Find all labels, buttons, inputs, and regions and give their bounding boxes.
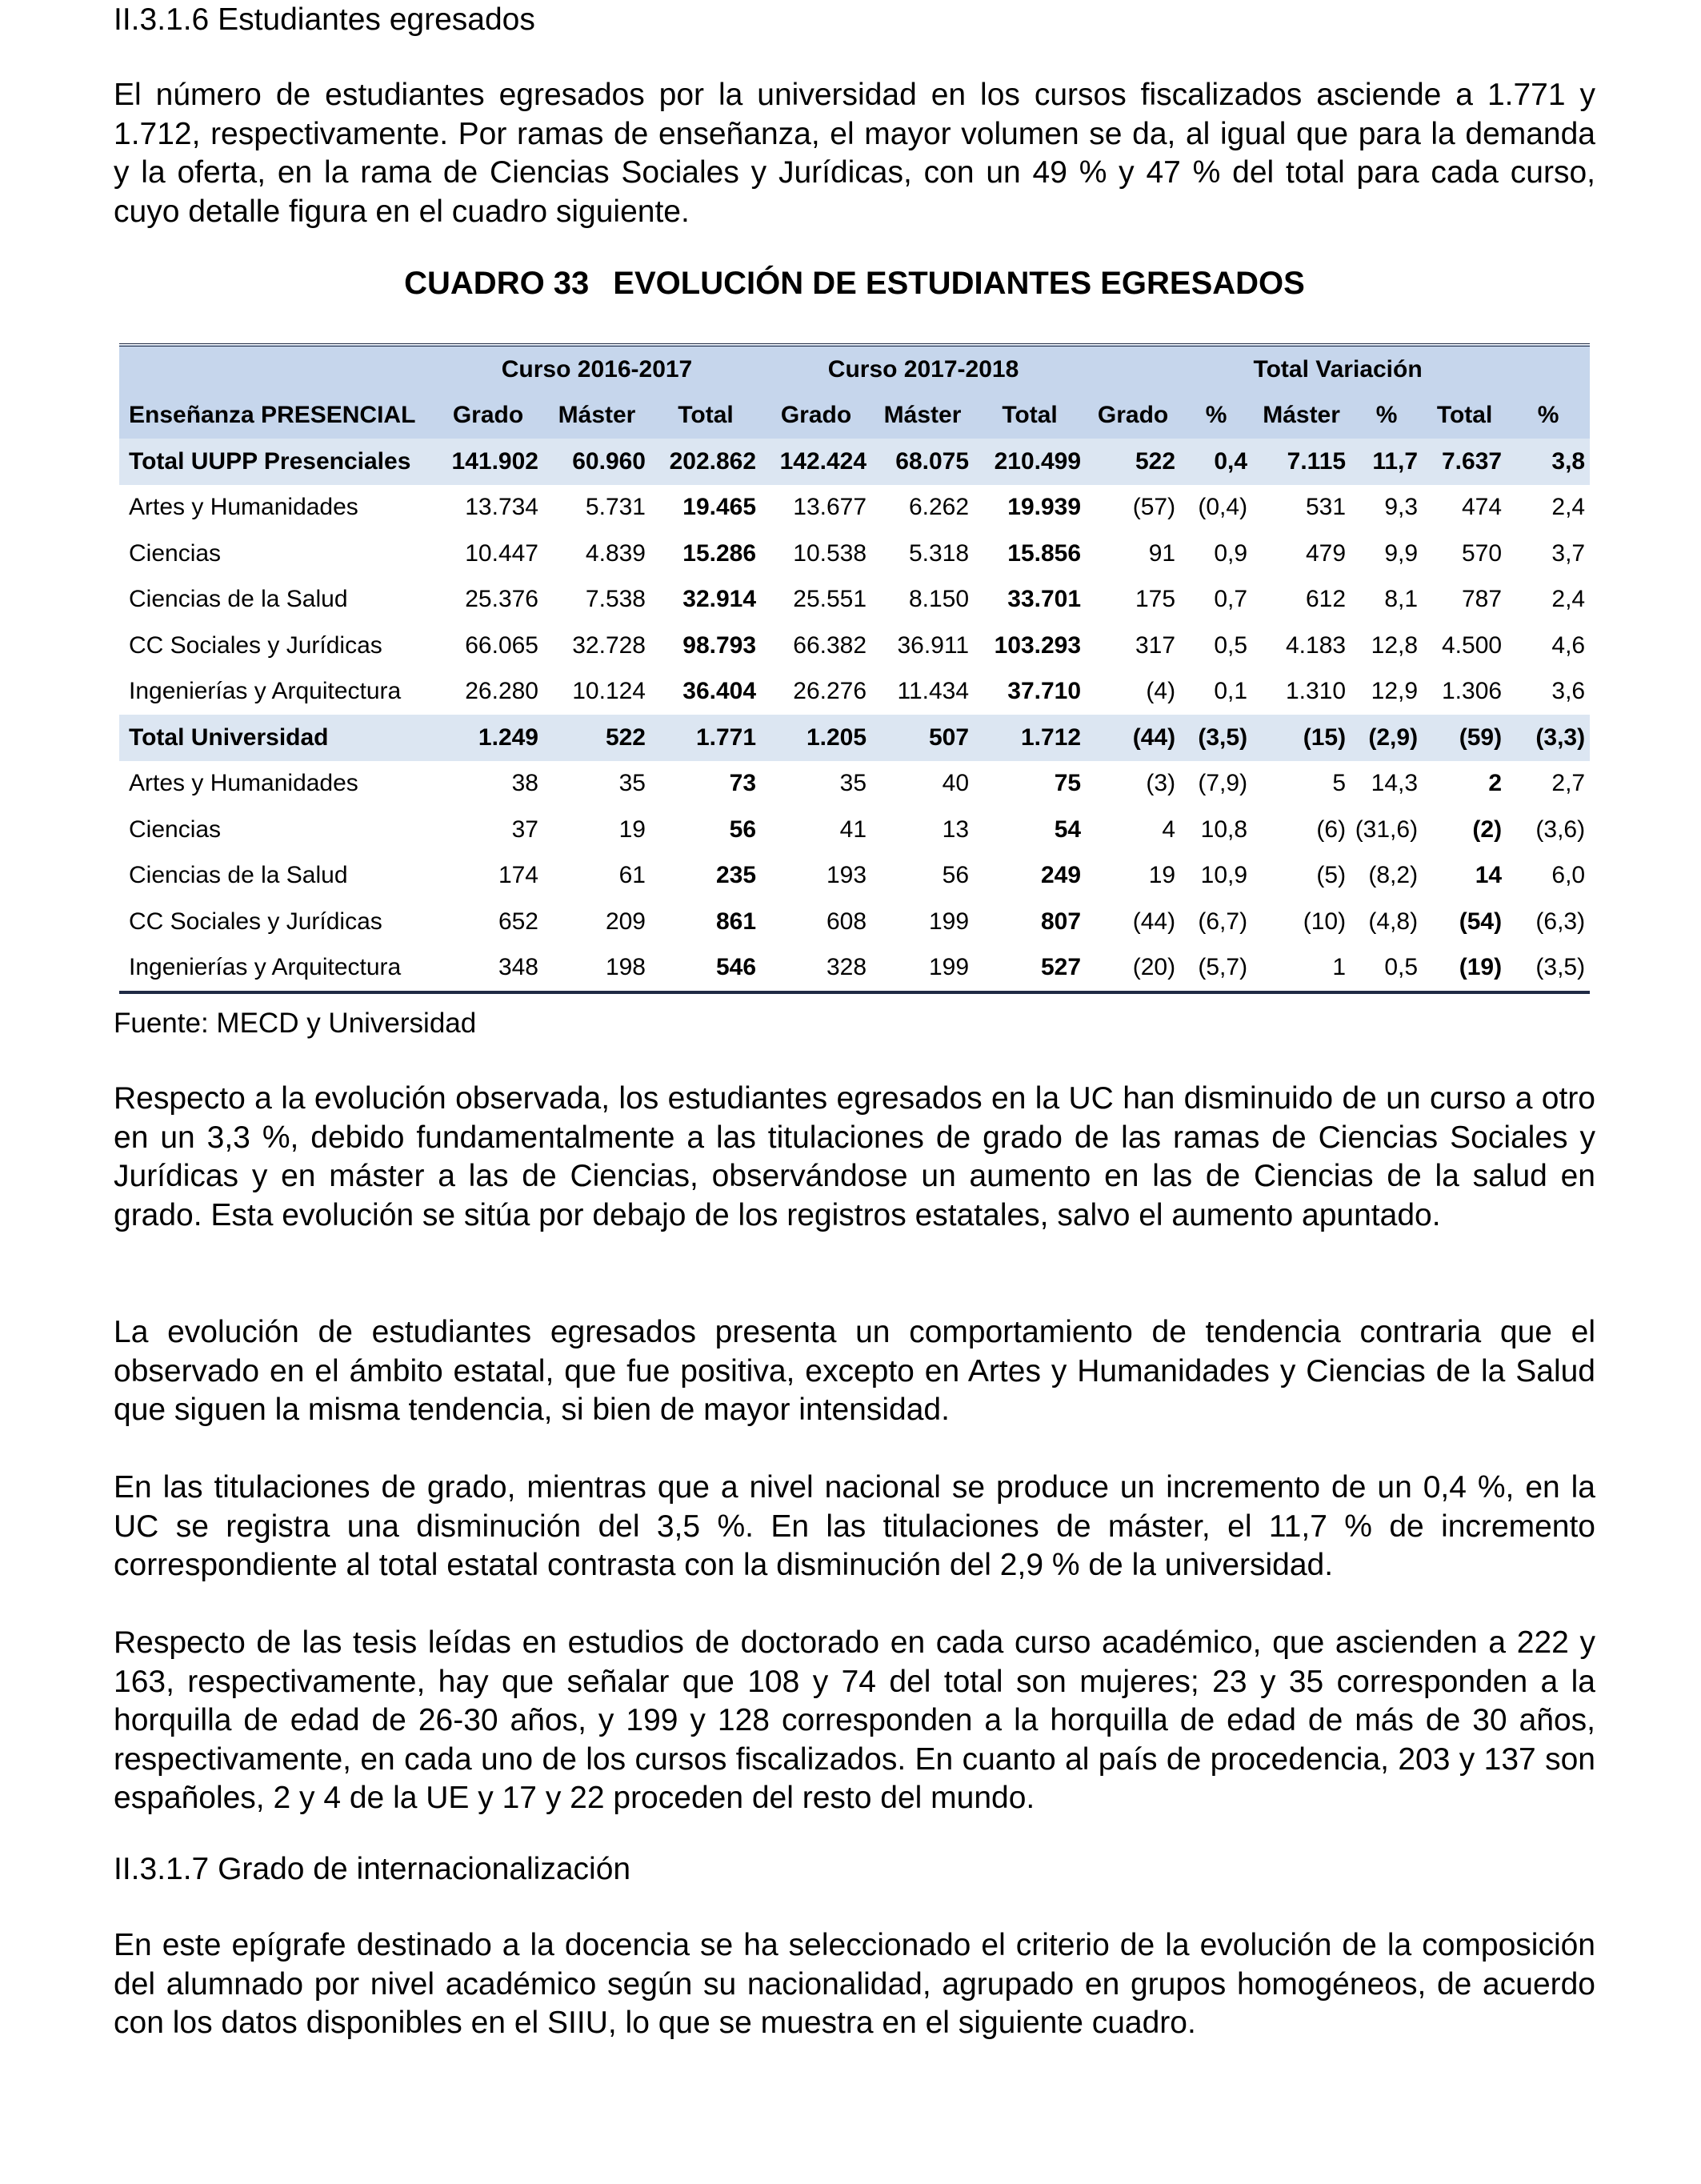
table-row [119,485,1590,531]
table-cell: 60.960 [543,439,650,485]
paragraph-tendencia: La evolución de estudiantes egresados presenta un comportamiento de tendencia contraria que el observado en el ámbito estatal, que fue positiva, excepto en Artes y Humanidades y Ciencias de la Salud que siguen la misma tendencia, si bien de mayor intensidad. [114,1315,1595,1427]
table-cell: 4,6 [1551,631,1586,659]
section-heading-egresados: II.3.1.6 Estudiantes egresados [114,2,535,37]
column-header: Total [1423,393,1507,439]
table-cell: (19) [1459,954,1503,981]
table-cell: (44) [1132,908,1176,935]
table-cell: 19 [618,815,646,843]
table-cell: 142.424 [761,439,871,485]
table-cell: (44) [1086,715,1180,761]
section-heading-internacionalizacion: II.3.1.7 Grado de internacionalización [114,1852,631,1886]
table-cell: 66.382 [793,631,867,659]
table-cell: 32.914 [682,586,757,613]
table-cell: (4) [1146,678,1176,705]
egresados-table [119,343,1590,994]
table-cell: 9,3 [1384,494,1419,521]
table-cell: 507 [871,715,974,761]
table-cell: (3,5) [1535,954,1586,981]
table-cell: (15) [1252,715,1351,761]
table-total-row [119,439,1590,485]
table-cell: 202.862 [650,439,761,485]
table-cell: 66.065 [465,631,538,659]
table-cell: 10.124 [572,678,646,705]
table-cell: 546 [715,954,757,981]
table-cell: 4.500 [1441,631,1503,659]
table-cell: (6) [1316,815,1347,843]
table-cell: 5.318 [908,539,970,567]
table-cell: 608 [826,908,867,935]
table-cell: 807 [1041,908,1082,935]
table-cell: 0,7 [1214,586,1248,613]
row-label: Artes y Humanidades [129,770,358,797]
table-cell: 8.150 [908,586,970,613]
table-cell: 2,4 [1551,494,1586,521]
table-cell: 6,0 [1551,862,1586,889]
table-cell: 13 [942,815,970,843]
table-cell: 4.183 [1285,631,1347,659]
table-cell: 10.447 [465,539,538,567]
table-cell: (2) [1472,815,1503,843]
table-cell: 0,9 [1214,539,1248,567]
table-group-header-row [119,345,1590,393]
table-cell: 36.404 [682,678,757,705]
table-cell: 10,8 [1200,815,1248,843]
table-cell: 4.839 [585,539,646,567]
column-header: % [1507,393,1590,439]
paragraph-epigrafe: En este epígrafe destinado a la docencia se ha seleccionado el criterio de la evolución de la composición del alumnado por nivel académico según su nacionalidad, agrupado en grupos homogéneos, de acuerdo con los datos disponibles en el SIIU, lo que se muestra en el siguiente cuadro. [114,1928,1595,2040]
table-cell: 0,5 [1384,954,1419,981]
table-cell: 19.465 [682,494,757,521]
table-cell: (5) [1316,862,1347,889]
table-cell: 193 [826,862,867,889]
table-cell: 40 [942,770,970,797]
table-cell: 474 [1462,494,1503,521]
table-cell: 91 [1148,539,1176,567]
table-cell: 1.205 [761,715,871,761]
table-cell: 1 [1332,954,1347,981]
table-cell: 141.902 [433,439,543,485]
table-cell: 73 [729,770,757,797]
table-cell: 3,7 [1551,539,1586,567]
row-label: Ciencias de la Salud [129,862,348,889]
table-cell: (54) [1459,908,1503,935]
table-cell: 0,4 [1180,439,1252,485]
row-label: Artes y Humanidades [129,494,358,521]
paragraph-tesis: Respecto de las tesis leídas en estudios de doctorado en cada curso académico, que ascienden a 222 y 163, respectivamente, hay que señalar que 108 y 74 del total son mujeres; 23 y 35 corresponden a la horquilla de edad de 26-30 años, y 199 y 128 corresponden a la horquilla de edad de más de 30 años, respectivamente, en cada uno de los cursos fiscalizados. En cuanto al país de procedencia, 203 y 137 son españoles, 2 y 4 de la UE y 17 y 22 proceden del resto del mundo. [114,1625,1595,1815]
table-cell: 235 [715,862,757,889]
table-cell: 15.286 [682,539,757,567]
table-cell: 10.538 [793,539,867,567]
row-label: Ingenierías y Arquitectura [129,678,402,705]
column-header: % [1180,393,1252,439]
table-cell: 7.115 [1252,439,1351,485]
table-cell: 35 [618,770,646,797]
column-header: Total [650,393,761,439]
table-cell: 612 [1306,586,1347,613]
table-cell: 33.701 [1007,586,1082,613]
table-cell: 6.262 [908,494,970,521]
table-cell: 61 [618,862,646,889]
table-cell: 527 [1041,954,1082,981]
paragraph-intro: El número de estudiantes egresados por la universidad en los cursos fiscalizados asciende a 1.771 y 1.712, respectivamente. Por ramas de enseñanza, el mayor volumen se da, al igual que para la demanda y la oferta, en la rama de Ciencias Sociales y Jurídicas, con un 49 % y 47 % del total para cada curso, cuyo detalle figura en el cuadro siguiente. [114,78,1595,229]
table-row [119,577,1590,623]
table-cell: 14,3 [1371,770,1419,797]
table-cell: (3,5) [1180,715,1252,761]
table-cell: 19 [1148,862,1176,889]
table-cell: 3,8 [1507,439,1590,485]
table-cell: (4,8) [1368,908,1419,935]
table-cell: (20) [1132,954,1176,981]
table-cell: 5.731 [585,494,646,521]
group-header-2016-2017: Curso 2016-2017 [433,345,761,393]
table-cell: (8,2) [1368,862,1419,889]
table-cell: (57) [1132,494,1176,521]
table-cell: 26.276 [793,678,867,705]
row-label: Ciencias [129,815,222,843]
table-cell: 522 [1086,439,1180,485]
column-header: Enseñanza PRESENCIAL [119,393,433,439]
table-cell: (7,9) [1198,770,1248,797]
table-cell: 2,4 [1551,586,1586,613]
table-cell: 198 [605,954,646,981]
paragraph-evolucion: Respecto a la evolución observada, los estudiantes egresados en la UC han disminuido de un curso a otro en un 3,3 %, debido fundamentalmente a las titulaciones de grado de las ramas de Ciencias Sociales y Jurídicas y en máster a las de Ciencias, observándose un aumento en las de Ciencias de la salud en grado. Esta evolución se sitúa por debajo de los registros estatales, salvo el aumento apuntado. [114,1081,1595,1232]
table-number: CUADRO 33 [404,266,590,301]
table-body [119,439,1590,992]
table-cell: 26.280 [465,678,538,705]
table-row [119,899,1590,945]
table-cell: (3,3) [1507,715,1590,761]
table-cell: 328 [826,954,867,981]
table-cell: 7.538 [585,586,646,613]
table-source: Fuente: MECD y Universidad [114,1008,477,1039]
table-row [119,761,1590,807]
table-cell: 3,6 [1551,678,1586,705]
table-caption [114,262,1595,304]
table-cell: 199 [928,908,970,935]
column-header: Grado [761,393,871,439]
table-title: EVOLUCIÓN DE ESTUDIANTES EGRESADOS [613,266,1305,301]
column-header: Máster [543,393,650,439]
table-cell: 12,8 [1371,631,1419,659]
table-cell: 0,1 [1214,678,1248,705]
table-cell: 1.306 [1441,678,1503,705]
row-label: Ciencias de la Salud [129,586,348,613]
table-cell: 41 [839,815,867,843]
table-cell: (59) [1423,715,1507,761]
row-label: Ciencias [129,539,222,567]
table-cell: 652 [498,908,538,935]
table-row [119,807,1590,853]
row-label: Total Universidad [119,715,433,761]
row-label: CC Sociales y Jurídicas [129,631,382,659]
table-cell: 317 [1135,631,1176,659]
table-cell: 4 [1162,815,1176,843]
table-cell: 1.310 [1285,678,1347,705]
table-cell: 25.551 [793,586,867,613]
table-cell: (3,6) [1535,815,1586,843]
table-row [119,531,1590,577]
table-cell: 56 [729,815,757,843]
column-header: Grado [1086,393,1180,439]
table-cell: 479 [1306,539,1347,567]
table-cell: 522 [543,715,650,761]
table-cell: 348 [498,954,538,981]
table-total-row [119,715,1590,761]
column-header: Máster [1252,393,1351,439]
table-cell: (6,3) [1535,908,1586,935]
table-cell: (10) [1303,908,1347,935]
table-cell: 15.856 [1007,539,1082,567]
table-cell: 98.793 [682,631,757,659]
column-header: Grado [433,393,543,439]
table-cell: 209 [605,908,646,935]
table-cell: (0,4) [1198,494,1248,521]
table-cell: 210.499 [974,439,1086,485]
table-column-header-row [119,393,1590,439]
table-cell: 37.710 [1007,678,1082,705]
table-cell: 1.771 [650,715,761,761]
table-cell: 12,9 [1371,678,1419,705]
table-cell: 11.434 [897,678,970,705]
table-cell: (2,9) [1351,715,1423,761]
table-cell: 249 [1041,862,1082,889]
table-cell: 2 [1488,770,1503,797]
table-cell: 68.075 [871,439,974,485]
table-cell: 1.249 [433,715,543,761]
table-cell: 174 [498,862,538,889]
table-cell: 13.677 [793,494,867,521]
table-row [119,669,1590,715]
table-cell: 175 [1135,586,1176,613]
table-cell: (6,7) [1198,908,1248,935]
column-header: Total [974,393,1086,439]
group-header-empty [119,345,433,393]
table-cell: 35 [839,770,867,797]
table-row [119,853,1590,900]
table-cell: 1.712 [974,715,1086,761]
table-cell: 10,9 [1200,862,1248,889]
table-cell: 570 [1462,539,1503,567]
table-cell: 531 [1306,494,1347,521]
table-cell: 5 [1332,770,1347,797]
table-cell: (5,7) [1198,954,1248,981]
table-cell: 37 [511,815,538,843]
table-cell: 787 [1462,586,1503,613]
table-cell: 0,5 [1214,631,1248,659]
table-cell: 861 [715,908,757,935]
table-cell: 32.728 [572,631,646,659]
row-label: Total UUPP Presenciales [119,439,433,485]
table-cell: (31,6) [1355,815,1419,843]
group-header-total-variacion: Total Variación [1086,345,1590,393]
table-row [119,623,1590,669]
table-cell: 13.734 [465,494,538,521]
row-label: CC Sociales y Jurídicas [129,908,382,935]
table-row [119,945,1590,993]
group-header-2017-2018: Curso 2017-2018 [761,345,1086,393]
table-cell: 25.376 [465,586,538,613]
table-cell: 8,1 [1384,586,1419,613]
table-cell: 19.939 [1007,494,1082,521]
table-cell: 75 [1054,770,1082,797]
table-cell: 7.637 [1423,439,1507,485]
table-cell: 199 [928,954,970,981]
table-cell: 54 [1054,815,1082,843]
column-header: Máster [871,393,974,439]
row-label: Ingenierías y Arquitectura [129,954,402,981]
table-cell: 2,7 [1551,770,1586,797]
column-header: % [1351,393,1423,439]
table-cell: 103.293 [994,631,1082,659]
table-cell: (3) [1146,770,1176,797]
table-cell: 14 [1475,862,1503,889]
table-cell: 9,9 [1384,539,1419,567]
table-cell: 56 [942,862,970,889]
table-cell: 36.911 [897,631,970,659]
table-cell: 38 [511,770,538,797]
table-cell: 11,7 [1351,439,1423,485]
paragraph-grado-master: En las titulaciones de grado, mientras que a nivel nacional se produce un incremento de un 0,4 %, en la UC se registra una disminución del 3,5 %. En las titulaciones de máster, el 11,7 % de incremento correspondiente al total estatal contrasta con la disminución del 2,9 % de la universidad. [114,1470,1595,1582]
